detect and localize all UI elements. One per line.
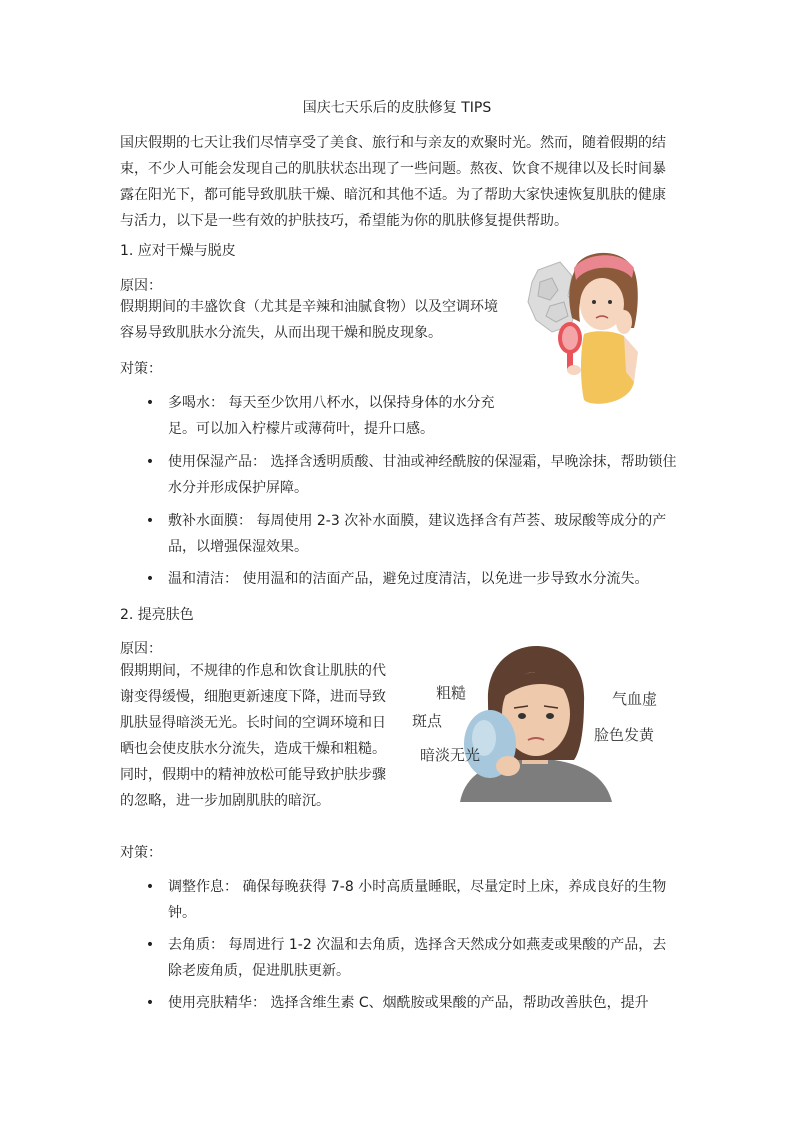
section1-heading: 1. 应对干燥与脱皮 [120, 243, 236, 259]
bullet-dot: • [145, 395, 155, 411]
label-qi-blood: 气血虚 [612, 690, 658, 708]
bullet-text: 温和清洁： 使用温和的洁面产品，避免过度清洁，以免进一步导致水分流失。 [168, 571, 649, 587]
dull-skin-illustration [404, 642, 674, 802]
section2-cause-text: 假期期间，不规律的作息和饮食让肌肤的代谢变得缓慢，细胞更新速度下降，进而导致肌肤显得暗淡无光。长时间的空调环境和日晒也会使皮肤水分流失，造成干燥和粗糙。同时，假期中的精神放松可能导致护肤步骤的忽略，进一步加剧肌肤的暗沉。 [120, 663, 386, 809]
bullet-dot: • [145, 571, 155, 587]
bullet-dot: • [145, 879, 155, 895]
section2-cause-label: 原因： [120, 641, 162, 657]
bullet-dot: • [145, 937, 155, 953]
label-spots: 斑点 [412, 712, 443, 730]
section2-heading: 2. 提亮肤色 [120, 607, 194, 623]
section1-bullet [145, 508, 678, 560]
label-yellow: 脸色发黄 [594, 726, 655, 744]
section1-strategy-label: 对策： [120, 361, 162, 377]
page-title: 国庆七天乐后的皮肤修复 TIPS [302, 100, 492, 116]
section1-cause-text: 假期期间的丰盛饮食（尤其是辛辣和油腻食物）以及空调环境容易导致肌肤水分流失，从而出现干燥和脱皮现象。 [120, 299, 498, 341]
section2-bullet [145, 990, 678, 1016]
bullet-text: 使用保湿产品： 选择含透明质酸、甘油或神经酰胺的保湿霜，早晚涂抹，帮助锁住水分并形成保护屏障。 [168, 454, 677, 496]
label-dull: 暗淡无光 [420, 746, 481, 764]
label-rough: 粗糙 [436, 684, 467, 702]
intro-paragraph: 国庆假期的七天让我们尽情享受了美食、旅行和与亲友的欢聚时光。然而，随着假期的结束，不少人可能会发现自己的肌肤状态出现了一些问题。熬夜、饮食不规律以及长时间暴露在阳光下，都可能导致肌肤干燥、暗沉和其他不适。为了帮助大家快速恢复肌肤的健康与活力，以下是一些有效的护肤技巧，希望能为你的肌肤修复提供帮助。 [120, 135, 666, 229]
section1-cause-label: 原因： [120, 278, 162, 294]
section2-strategy-label: 对策： [120, 845, 162, 861]
section1-bullet [145, 566, 688, 592]
bullet-dot: • [145, 513, 155, 529]
bullet-dot: • [145, 454, 155, 470]
section2-bullet [145, 874, 678, 926]
dry-skin-illustration [522, 242, 648, 412]
bullet-text: 多喝水： 每天至少饮用八杯水，以保持身体的水分充足。可以加入柠檬片或薄荷叶，提升口感。 [168, 395, 495, 437]
bullet-text: 敷补水面膜： 每周使用 2-3 次补水面膜，建议选择含有芦荟、玻尿酸等成分的产品，以增强保湿效果。 [168, 513, 667, 555]
bullet-dot: • [145, 995, 155, 1011]
bullet-text: 去角质： 每周进行 1-2 次温和去角质，选择含天然成分如燕麦或果酸的产品，去除老废角质，促进肌肤更新。 [168, 937, 667, 979]
woman-dull-skin-icon [404, 642, 674, 802]
bullet-text: 调整作息： 确保每晚获得 7-8 小时高质量睡眠，尽量定时上床，养成良好的生物钟。 [168, 879, 667, 921]
section1-bullet [145, 449, 678, 501]
woman-mirror-icon [522, 242, 648, 412]
section2-bullet [145, 932, 678, 984]
section1-bullet [145, 390, 500, 442]
bullet-text: 使用亮肤精华： 选择含维生素 C、烟酰胺或果酸的产品，帮助改善肤色，提升 [168, 995, 649, 1011]
